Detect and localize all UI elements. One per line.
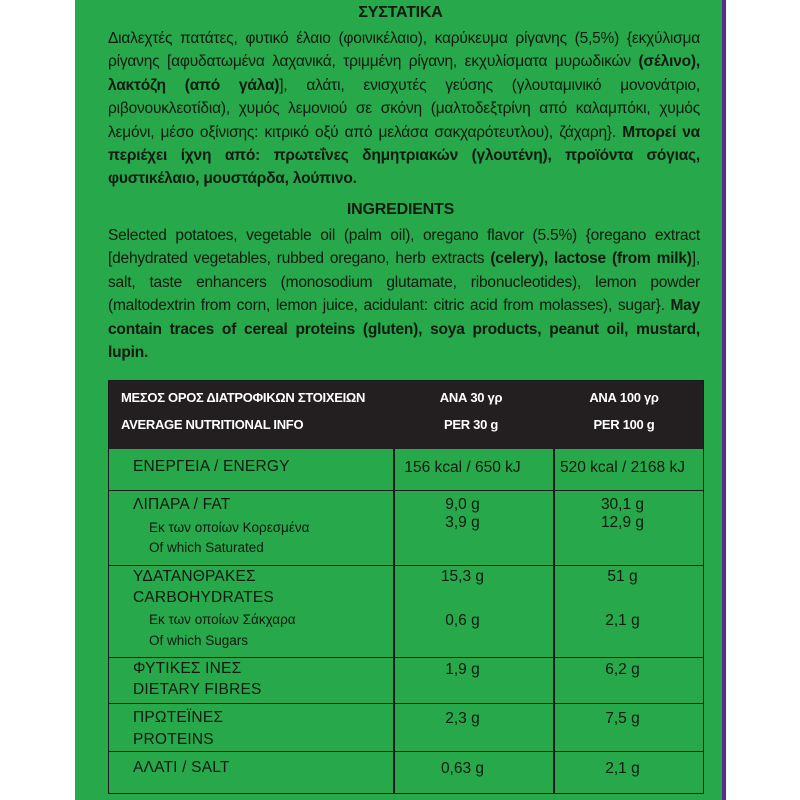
- protein-label-gr: ΠΡΩΤΕΪΝΕΣ: [133, 709, 224, 726]
- fibre-label-gr: ΦΥΤΙΚΕΣ ΙΝΕΣ: [133, 660, 242, 677]
- may-contain-gr: Μπορεί να περιέχει ίχνη από: πρωτεΐνες δημητριακών (γλουτένη), προϊόντα σόγιας, φυστικέλαιο, μουστάρδα, λούπινο.: [108, 123, 700, 188]
- fibre-per30: 1,9 g: [445, 661, 480, 678]
- carbs-label-gr: ΥΔΑΤΑΝΘΡΑΚΕΣ: [133, 568, 256, 585]
- header-col30-en: PER 30 g: [444, 417, 498, 432]
- header-col30-gr: ΑΝΑ 30 γρ: [439, 390, 503, 405]
- table-header: [109, 381, 703, 449]
- salt-label: ΑΛΑΤΙ / SALT: [133, 759, 230, 776]
- allergen-en-1: (celery), lactose (from milk): [490, 250, 692, 268]
- energy-per30: 156 kcal / 650 kJ: [404, 459, 521, 476]
- protein-per100: 7,5 g: [605, 710, 640, 727]
- saturated-label-en: Of which Saturated: [149, 540, 264, 555]
- saturated-per100: 12,9 g: [600, 514, 645, 531]
- row-fibre: [109, 658, 703, 704]
- carbs-per100: 51 g: [607, 568, 638, 585]
- ingredients-heading-en: INGREDIENTS: [346, 201, 455, 218]
- sugars-per30: 0,6 g: [445, 612, 480, 629]
- fibre-per100: 6,2 g: [605, 661, 640, 678]
- saturated-per30: 3,9 g: [445, 514, 480, 531]
- sugars-label-en: Of which Sugars: [149, 633, 249, 648]
- sugars-per100: 2,1 g: [605, 612, 640, 629]
- allergen-gr-1: (σέλινο), λακτόζη (από γάλα): [108, 53, 700, 94]
- right-border: [722, 0, 726, 800]
- header-col100-en: PER 100 g: [593, 417, 655, 432]
- label-panel: [75, 0, 726, 800]
- row-salt: [109, 752, 703, 792]
- row-fat: [109, 491, 703, 566]
- fat-label: ΛΙΠΑΡΑ / FAT: [133, 496, 231, 513]
- header-title-gr: ΜΕΣΟΣ ΟΡΟΣ ΔΙΑΤΡΟΦΙΚΩΝ ΣΤΟΙΧΕΙΩΝ: [121, 390, 366, 405]
- protein-per30: 2,3 g: [445, 710, 480, 727]
- ingredients-gr-main: Διαλεχτές πατάτες, φυτικό έλαιο (φοινικέλαιο), καρύκευμα ρίγανης (5,5%) {εκχύλισμα ρίγανης [αφυδατωμένα λαχανικά, τριμμένη ρίγανη, εκχυλίσματα μυρωδικών: [108, 30, 700, 71]
- salt-per100: 2,1 g: [605, 760, 640, 777]
- energy-label: ΕΝΕΡΓΕΙΑ / ENERGY: [133, 458, 290, 475]
- header-col100-gr: ΑΝΑ 100 γρ: [589, 390, 659, 405]
- ingredients-gr-rest: ], αλάτι, ενισχυτές γεύσης (γλουταμινικό μονονάτριο, ριβονουκλεοτίδια), χυμός λεμονιού σε σκόνη (μαλτοδεξτρίνη από καλαμπόκι, χυμός λεμόνι, μέσο οξίνισης: κιτρικό οξύ από μελάσα σακχαρότευτλου), ζάχαρη}.: [108, 76, 701, 141]
- sugars-label-gr: Εκ των οποίων Σάκχαρα: [149, 612, 296, 627]
- fat-per30: 9,0 g: [445, 496, 480, 513]
- ingredients-heading-gr: ΣΥΣΤΑΤΙΚΑ: [358, 4, 443, 21]
- saturated-label-gr: Εκ των οποίων Κορεσμένα: [149, 520, 310, 535]
- carbs-per30: 15,3 g: [440, 568, 485, 585]
- ingredients-en-main: Selected potatoes, vegetable oil (palm oil), oregano flavor (5.5%) {oregano extract [dehydrated vegetables, rubbed oregano, herb extracts: [108, 227, 700, 268]
- header-title-en: AVERAGE NUTRITIONAL INFO: [121, 417, 304, 432]
- energy-per100: 520 kcal / 2168 kJ: [560, 459, 685, 476]
- protein-label-en: PROTEINS: [133, 731, 214, 748]
- fibre-label-en: DIETARY FIBRES: [133, 681, 262, 698]
- row-energy: [109, 449, 703, 491]
- ingredients-text-en: [108, 224, 700, 364]
- row-protein: [109, 704, 703, 752]
- fat-per100: 30,1 g: [600, 496, 645, 513]
- may-contain-en: May contain traces of cereal proteins (gluten), soya products, peanut oil, mustard, lupin.: [108, 297, 700, 362]
- salt-per30: 0,63 g: [440, 760, 485, 777]
- ingredients-en-rest: ], salt, taste enhancers (monosodium glutamate, ribonucleotides), lemon powder (maltodextrin from corn, lemon juice, acidulant: citric acid from molasses), sugar}.: [108, 250, 700, 315]
- nutrition-table: [108, 380, 704, 794]
- carbs-label-en: CARBOHYDRATES: [133, 589, 274, 606]
- row-carbohydrates: [109, 566, 703, 658]
- ingredients-text-gr: [108, 27, 700, 191]
